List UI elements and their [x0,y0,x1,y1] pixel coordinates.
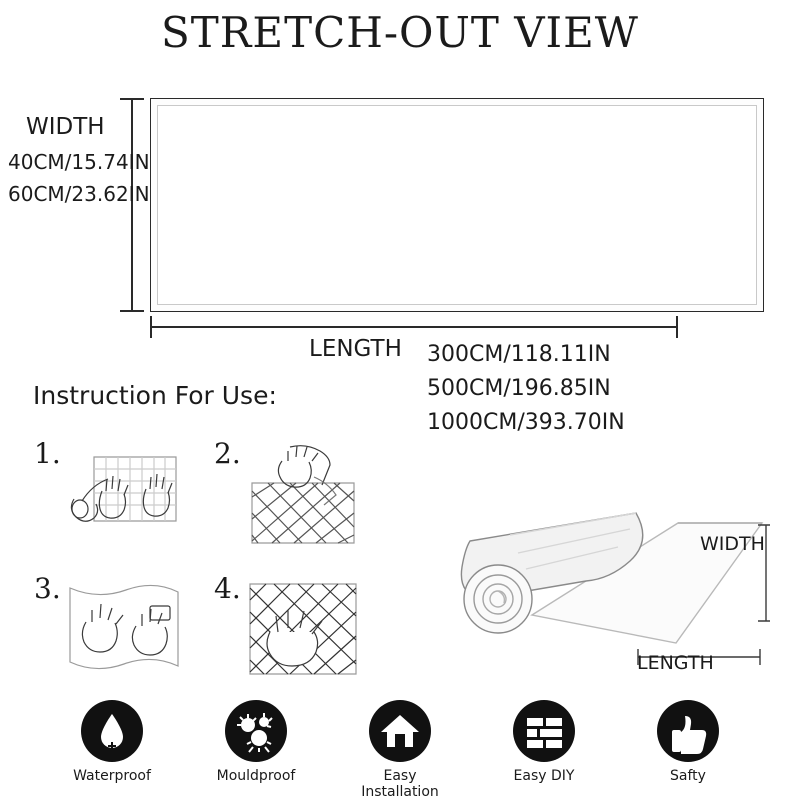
width-values [8,146,150,210]
house-icon [369,700,431,762]
length-values [427,338,625,440]
instruction-step-4 [214,572,364,687]
length-measure-line [150,326,678,328]
hands-smoothing-sheet-icon [64,574,182,684]
length-value-2: 500CM/196.85IN [427,376,611,401]
width-label: WIDTH [26,114,105,140]
width-value-2: 60CM/23.62IN [8,182,150,206]
brick-wall-icon [513,700,575,762]
sheet-diagram [150,98,764,312]
feature-waterproof [62,700,162,800]
length-label: LENGTH [309,336,402,362]
step-number: 4. [214,572,241,605]
length-value-3: 1000CM/393.70IN [427,410,625,435]
roll-length-label: LENGTH [637,652,714,674]
feature-caption: Easy Installation [361,768,439,800]
water-drop-icon [81,700,143,762]
feature-safty [638,700,738,800]
instructions-heading: Instruction For Use: [33,381,277,410]
length-measure-cap-left [150,316,152,338]
feature-easy-diy [494,700,594,800]
length-value-1: 300CM/118.11IN [427,342,611,367]
width-measure-cap-top [120,98,144,100]
width-measure-cap-bottom [120,310,144,312]
thumbs-up-icon [657,700,719,762]
feature-badges [0,700,800,800]
sheet-inner-border [157,105,757,305]
feature-caption: Waterproof [73,768,151,784]
roll-width-label: WIDTH [700,533,765,555]
feature-easy-installation [350,700,450,800]
mould-germ-icon [225,700,287,762]
rolled-wallpaper-icon [440,495,770,675]
instruction-step-1 [34,437,184,552]
hand-applying-sheet-icon [244,439,362,549]
length-measure-cap-right [676,316,678,338]
step-number: 1. [34,437,61,470]
feature-caption: Safty [670,768,706,784]
instruction-step-3 [34,572,184,687]
step-number: 2. [214,437,241,470]
feature-mouldproof [206,700,306,800]
step-number: 3. [34,572,61,605]
instruction-step-2 [214,437,364,552]
feature-caption: Mouldproof [216,768,296,784]
hands-peeling-backing-icon [64,439,182,549]
width-value-1: 40CM/15.74IN [8,150,150,174]
feature-caption: Easy DIY [513,768,575,784]
hand-pressing-tile-icon [244,574,362,684]
page-title: STRETCH-OUT VIEW [161,8,639,57]
